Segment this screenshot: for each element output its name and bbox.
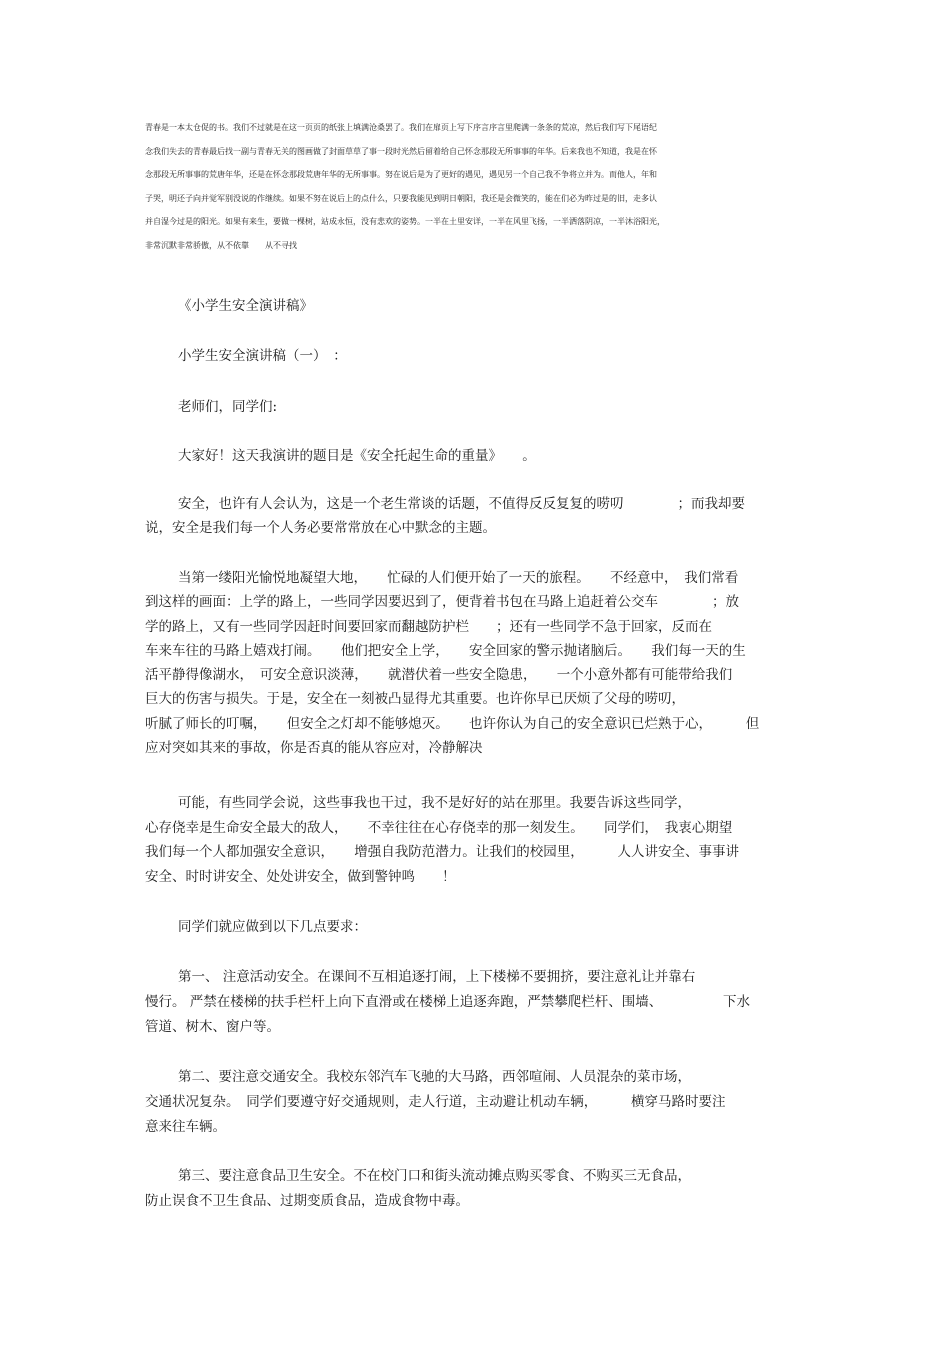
- paragraph-line: 应对突如其来的事故，你是否真的能从容应对，冷静解决: [145, 740, 483, 757]
- paragraph-line: 可能，有些同学会说，这些事我也干过，我不是好好的站在那里。我要告诉这些同学，: [178, 795, 691, 811]
- paragraph-line: 管道、树木、窗户等。: [145, 1019, 280, 1035]
- paragraph-line: 活平静得像湖水， 可安全意识淡薄， 就潜伏着一些安全隐患， 一个小意外都有可能带给我们: [145, 667, 733, 684]
- paragraph-line: 车来车往的马路上嬉戏打闹。 他们把安全上学， 安全回家的警示抛诸脑后。 我们每一天的生: [145, 642, 746, 659]
- paragraph-line: 防止误食不卫生食品、过期变质食品，造成食物中毒。: [145, 1193, 469, 1209]
- paragraph-4: 同学们就应做到以下几点要求：: [178, 919, 367, 935]
- paragraph-line: 安全、时时讲安全、处处讲安全，做到警钟鸣 ！: [145, 868, 456, 885]
- paragraph-2: [145, 566, 805, 760]
- paragraph-line: 第三、要注意食品卫生安全。不在校门口和街头流动摊点购买零食、不购买三无食品，: [178, 1168, 691, 1184]
- opening-line: 大家好！这天我演讲的题目是《安全托起生命的重量》 。: [178, 448, 536, 464]
- intro-line: 念那段无所事事的荒唐年华，还是在怀念那段荒唐年华的无所事事。努在说后是为了更好的遇见，遇见另一个自己我不争将立并为。而他人，年和: [145, 170, 657, 179]
- paragraph-line: 当第一缕阳光愉悦地凝望大地， 忙碌的人们便开始了一天的旅程。 不经意中， 我们常看: [178, 570, 739, 586]
- document-title: 《小学生安全演讲稿》: [178, 298, 313, 314]
- intro-line: 念我们失去的青春最后找一副与青春无关的图画做了封面草草了事一段时光然后留着给自己怀念那段无所事事的年华。后来我也不知道，我是在怀: [145, 146, 657, 156]
- paragraph-line: 交通状况复杂。 同学们要遵守好交通规则，走人行道，主动避让机动车辆， 横穿马路时要注: [145, 1094, 726, 1110]
- intro-line: 青春是一本太仓促的书。我们不过就是在这一页页的纸张上填满沧桑罢了。我们在扉页上写下序言序言里爬满一条条的荒凉，然后我们写下尾语纪: [145, 123, 657, 132]
- intro-line: 非常沉默非常骄傲，从不依靠 从不寻找: [145, 240, 297, 250]
- paragraph-1: [145, 492, 805, 540]
- paragraph-line: 说，安全是我们每一个人务必要常常放在心中默念的主题。: [145, 520, 496, 536]
- paragraph-line: 到这样的画面：上学的路上，一些同学因要迟到了，便背着书包在马路上追赶着公交车 ；放: [145, 594, 739, 611]
- intro-line: 并自湿今过是的阳光。如果有来生，要做一棵树，站成永恒，没有悲欢的姿势。一半在土里安详，一半在风里飞扬，一半洒落阴凉，一半沐浴阳光，: [145, 217, 665, 226]
- paragraph-line: 我们每一个人都加强安全意识， 增强自我防范潜力。让我们的校园里， 人人讲安全、事事讲: [145, 844, 739, 860]
- paragraph-line: 第一、 注意活动安全。在课间不互相追逐打闹，上下楼梯不要拥挤，要注意礼让并靠右: [178, 969, 696, 985]
- paragraph-line: 意来往车辆。: [145, 1119, 226, 1135]
- speech-subtitle: 小学生安全演讲稿（一） ：: [178, 348, 347, 364]
- paragraph-line: 安全，也许有人会认为，这是一个老生常谈的话题，不值得反反复复的唠叨 ；而我却要: [178, 496, 745, 512]
- intro-small-text: [145, 116, 725, 257]
- paragraph-line: 心存侥幸是生命安全最大的敌人， 不幸往往在心存侥幸的那一刻发生。 同学们， 我衷心期望: [145, 819, 733, 836]
- paragraph-line: 听腻了师长的叮嘱， 但安全之灯却不能够熄灭。 也许你认为自己的安全意识已烂熟于心， 但: [145, 715, 760, 732]
- paragraph-5: [145, 965, 805, 1040]
- paragraph-line: 慢行。 严禁在楼梯的扶手栏杆上向下直滑或在楼梯上追逐奔跑，严禁攀爬栏杆、围墙、 下水: [145, 994, 751, 1010]
- paragraph-line: 第二、要注意交通安全。我校东邻汽车飞驰的大马路，西邻喧闹、人员混杂的菜市场，: [178, 1069, 691, 1085]
- paragraph-line: 学的路上，又有一些同学因赶时间要回家而翻越防护栏 ；还有一些同学不急于回家，反而在: [145, 618, 712, 635]
- paragraph-line: 巨大的伤害与损失。于是，安全在一刻被凸显得尤其重要。也许你早已厌烦了父母的唠叨，: [145, 691, 685, 708]
- paragraph-6: [145, 1065, 805, 1140]
- paragraph-3: [145, 791, 805, 889]
- paragraph-7: [145, 1164, 805, 1214]
- greeting: 老师们，同学们:: [178, 399, 278, 415]
- intro-line: 子哭，明还子向并觉军别没说的作继续。如果不努在说后上的点什么，只要我能见到明日朝阳，我还是会微笑的，能在们必为昨过是的旧，走多认: [145, 193, 657, 203]
